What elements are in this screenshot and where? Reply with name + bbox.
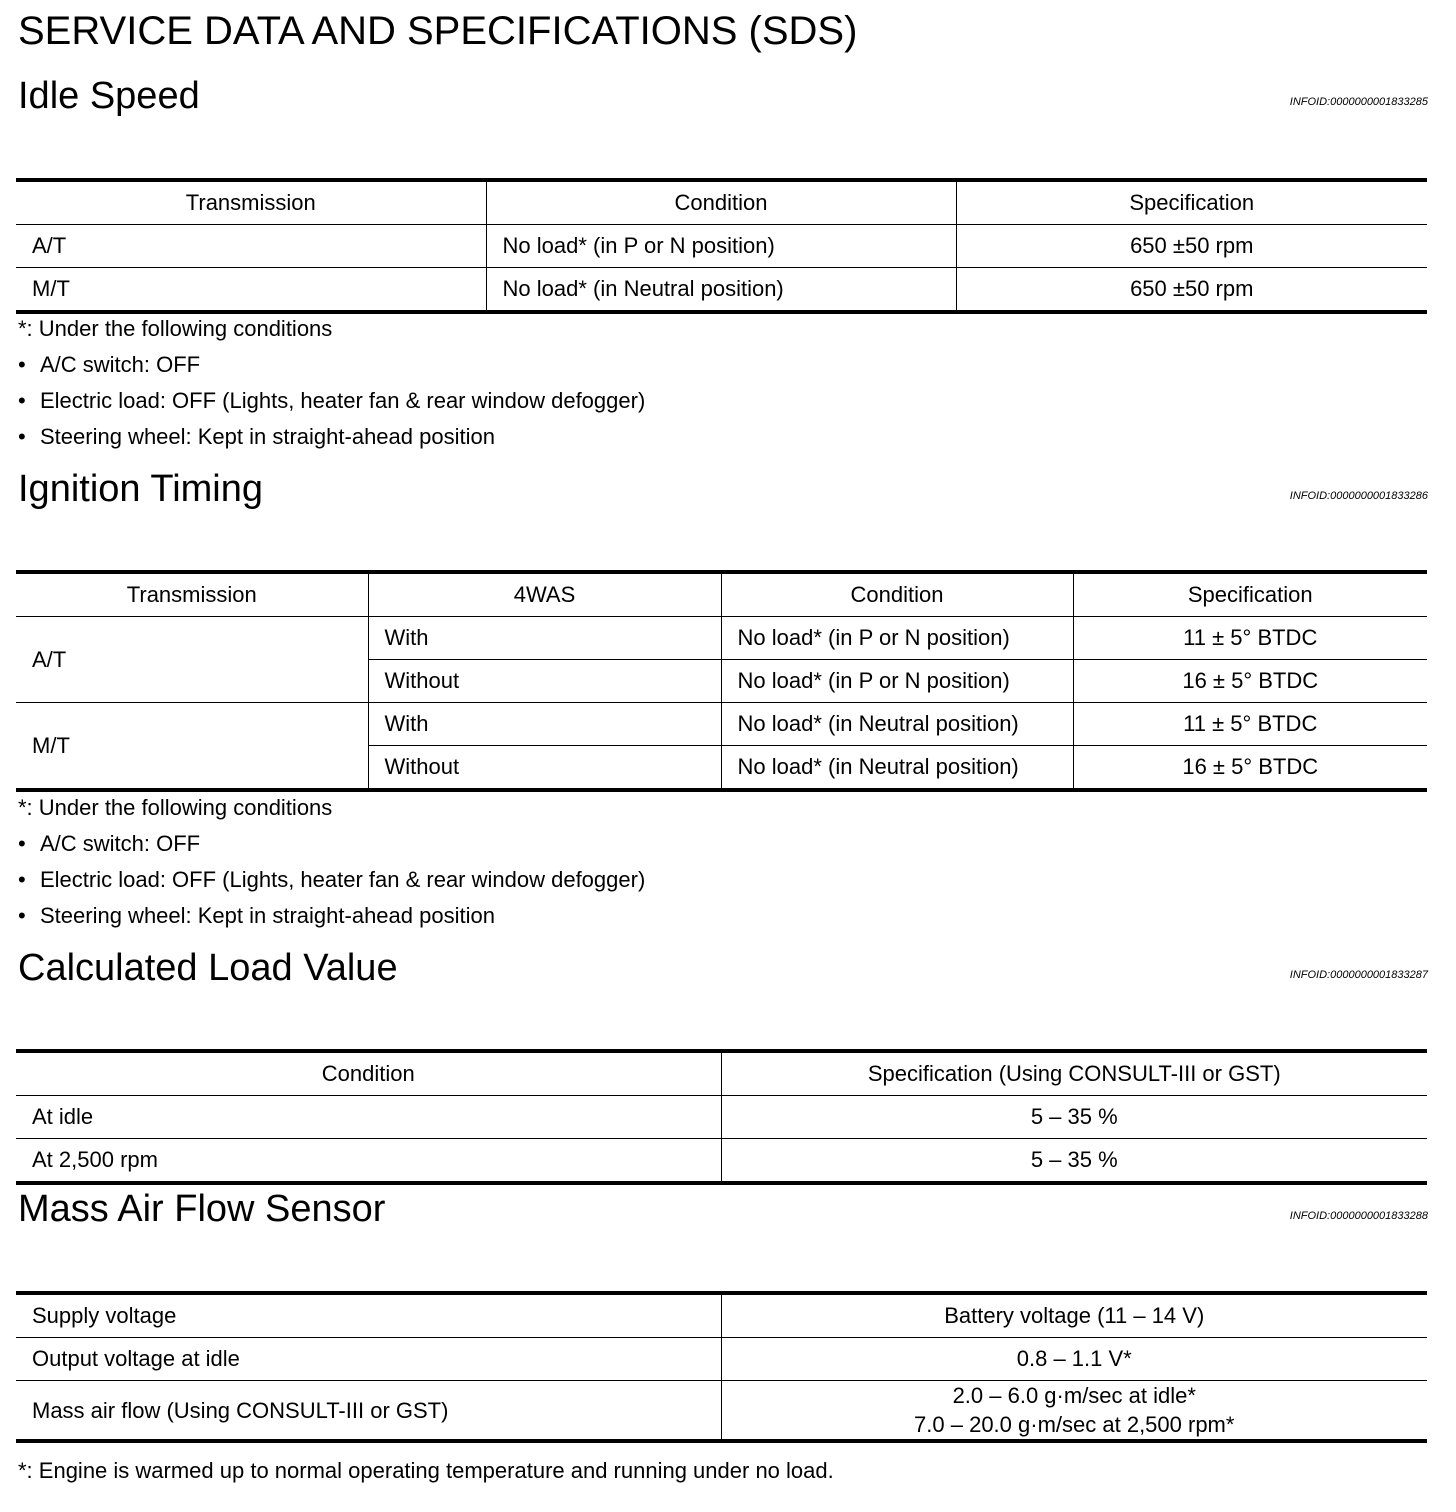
page-title: SERVICE DATA AND SPECIFICATIONS (SDS): [18, 9, 858, 53]
table-cell: A/T: [16, 617, 368, 703]
maf-sensor-heading: Mass Air Flow Sensor: [18, 1188, 386, 1230]
table-cell: 5 – 35 %: [721, 1139, 1427, 1184]
table-cell: No load* (in P or N position): [721, 617, 1073, 660]
table-cell: 650 ±50 rpm: [956, 225, 1427, 268]
condition-bullet: • A/C switch: OFF: [18, 352, 201, 377]
table-header-row: [16, 1051, 1427, 1096]
table-cell: At 2,500 rpm: [16, 1139, 721, 1184]
table-cell: No load* (in P or N position): [486, 225, 956, 268]
table-header-row: [16, 572, 1427, 617]
column-header: 4WAS: [368, 572, 721, 617]
table-cell: No load* (in Neutral position): [721, 703, 1073, 746]
table-row: [16, 268, 1427, 313]
condition-bullet: • Electric load: OFF (Lights, heater fan & rear window defogger): [18, 388, 646, 413]
table-cell: No load* (in Neutral position): [721, 746, 1073, 791]
table-cell: Supply voltage: [16, 1293, 721, 1338]
maf-sensor-infoid: INFOID:0000000001833288: [1289, 1210, 1428, 1222]
ignition-timing-footnote: *: Under the following conditions: [18, 795, 333, 820]
ignition-timing-infoid: INFOID:0000000001833286: [1289, 490, 1428, 502]
table-cell: 11 ± 5° BTDC: [1073, 703, 1427, 746]
column-header: Condition: [721, 572, 1073, 617]
table-cell: A/T: [16, 225, 486, 268]
table-row: [16, 1096, 1427, 1139]
table-cell: 0.8 – 1.1 V*: [721, 1338, 1427, 1381]
maf-sensor-footnote: *: Engine is warmed up to normal operating temperature and running under no load.: [18, 1458, 834, 1483]
condition-bullet: • A/C switch: OFF: [18, 831, 201, 856]
column-header: Specification: [1073, 572, 1427, 617]
calculated-load-infoid: INFOID:0000000001833287: [1289, 969, 1428, 981]
table-cell: M/T: [16, 703, 368, 791]
calculated-load-heading: Calculated Load Value: [18, 947, 398, 989]
table-cell: [721, 1381, 1427, 1442]
table-cell: No load* (in P or N position): [721, 660, 1073, 703]
table-cell: 11 ± 5° BTDC: [1073, 617, 1427, 660]
column-header: Specification (Using CONSULT-III or GST): [721, 1051, 1427, 1096]
table-cell: Without: [368, 660, 721, 703]
table-row: [16, 225, 1427, 268]
table-row: [16, 703, 1427, 746]
table-cell: 16 ± 5° BTDC: [1073, 660, 1427, 703]
spec-line: 7.0 – 20.0 g·m/sec at 2,500 rpm*: [914, 1412, 1235, 1437]
table-cell: At idle: [16, 1096, 721, 1139]
column-header: Transmission: [16, 180, 486, 225]
idle-speed-heading: Idle Speed: [18, 75, 200, 117]
ignition-timing-table: [16, 570, 1427, 792]
column-header: Specification: [956, 180, 1427, 225]
ignition-timing-heading: Ignition Timing: [18, 468, 264, 510]
condition-bullet: • Steering wheel: Kept in straight-ahead position: [18, 424, 495, 449]
condition-bullet: • Steering wheel: Kept in straight-ahead position: [18, 903, 495, 928]
column-header: Condition: [486, 180, 956, 225]
table-cell: With: [368, 703, 721, 746]
table-row: [16, 1381, 1427, 1442]
table-cell: Output voltage at idle: [16, 1338, 721, 1381]
table-row: [16, 617, 1427, 660]
table-cell: With: [368, 617, 721, 660]
table-row: [16, 1139, 1427, 1184]
table-cell: Battery voltage (11 – 14 V): [721, 1293, 1427, 1338]
table-cell: M/T: [16, 268, 486, 313]
table-cell: 650 ±50 rpm: [956, 268, 1427, 313]
idle-speed-table: [16, 178, 1427, 314]
idle-speed-footnote: *: Under the following conditions: [18, 316, 333, 341]
table-row: [16, 1293, 1427, 1338]
table-cell: Mass air flow (Using CONSULT-III or GST): [16, 1381, 721, 1442]
table-cell: 16 ± 5° BTDC: [1073, 746, 1427, 791]
table-cell: 5 – 35 %: [721, 1096, 1427, 1139]
table-header-row: [16, 180, 1427, 225]
spec-line: 2.0 – 6.0 g·m/sec at idle*: [952, 1383, 1196, 1408]
table-row: [16, 1338, 1427, 1381]
calculated-load-table: [16, 1049, 1427, 1185]
maf-sensor-table: [16, 1291, 1427, 1443]
table-cell: No load* (in Neutral position): [486, 268, 956, 313]
table-cell: Without: [368, 746, 721, 791]
column-header: Transmission: [16, 572, 368, 617]
idle-speed-infoid: INFOID:0000000001833285: [1289, 96, 1428, 108]
condition-bullet: • Electric load: OFF (Lights, heater fan & rear window defogger): [18, 867, 646, 892]
column-header: Condition: [16, 1051, 721, 1096]
